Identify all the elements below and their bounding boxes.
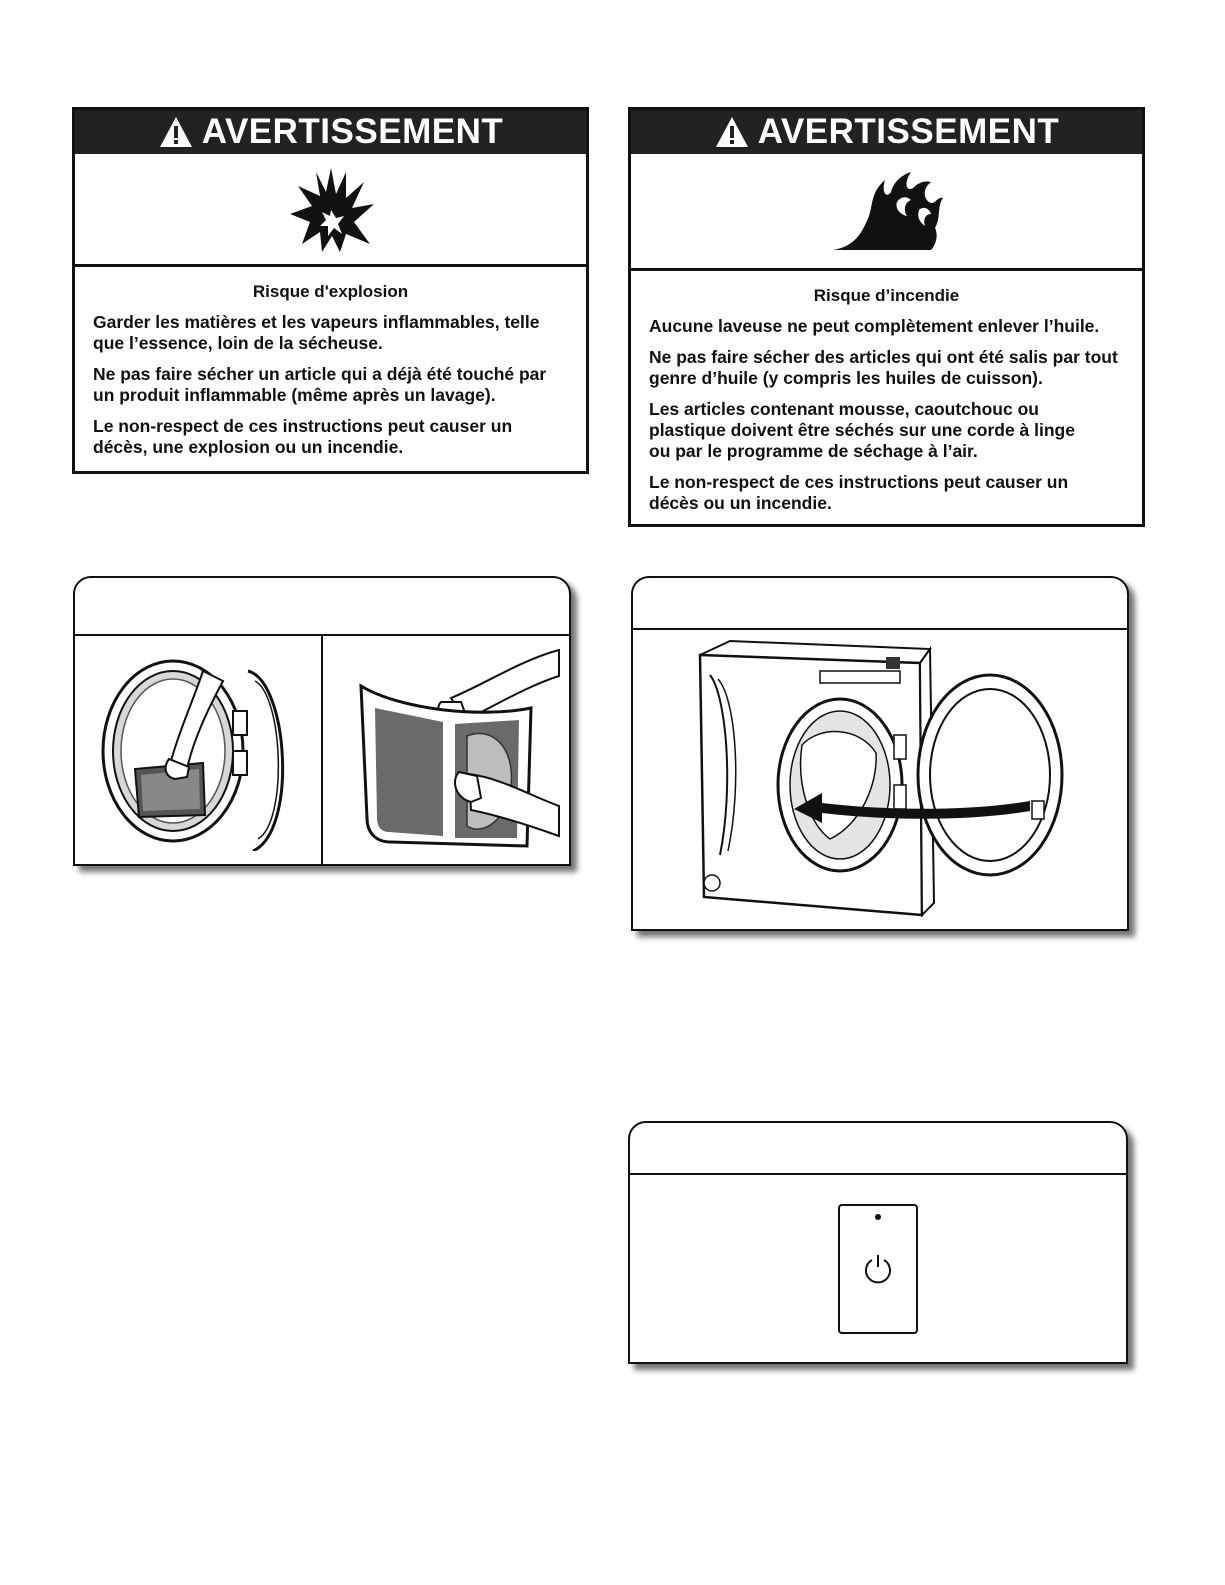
remove-lint-screen-panel <box>75 636 321 865</box>
card-header <box>630 1123 1126 1175</box>
warning-header <box>75 110 586 154</box>
warning-paragraph: Ne pas faire sécher un article qui a déjà été touché par un produit inflammable (même après un lavage). <box>93 364 547 405</box>
power-button[interactable] <box>838 1204 918 1334</box>
fire-icon <box>827 166 947 256</box>
fire-pictogram <box>631 154 1142 271</box>
warning-paragraph: Le non-respect de ces instructions peut causer un décès ou un incendie. <box>649 472 1069 513</box>
warning-header-label: AVERTISSEMENT <box>201 112 504 151</box>
power-button-card <box>628 1121 1128 1364</box>
clean-lint-screen-illustration <box>331 646 561 856</box>
warning-triangle-icon <box>714 115 750 149</box>
warning-paragraph: Aucune laveuse ne peut complètement enlever l’huile. <box>649 316 1100 336</box>
warning-title: Risque d'explosion <box>252 282 409 301</box>
warning-header-label: AVERTISSEMENT <box>757 112 1060 151</box>
warning-triangle-icon <box>158 115 194 149</box>
warning-paragraph: Ne pas faire sécher des articles qui ont été salis par tout genre d’huile (y compris les huiles de cuisson). <box>649 347 1118 388</box>
indicator-light <box>875 1214 881 1220</box>
warning-paragraph: Garder les matières et les vapeurs inflammables, telle que l’essence, loin de la sécheuse. <box>93 312 540 353</box>
lint-filter-card <box>73 576 571 866</box>
load-dryer-card <box>631 576 1129 931</box>
load-dryer-panel <box>633 630 1127 930</box>
warning-paragraph: Les articles contenant mousse, caoutchouc ou plastique doivent être séchés sur une corde à linge ou par le programme de séchage à l’air. <box>649 399 1075 461</box>
load-dryer-illustration <box>690 635 1070 925</box>
warning-fire <box>628 107 1145 527</box>
remove-lint-screen-illustration <box>83 651 313 851</box>
explosion-pictogram <box>75 154 586 267</box>
warning-title: Risque d’incendie <box>813 286 960 305</box>
warning-header <box>631 110 1142 154</box>
warning-explosion <box>72 107 589 474</box>
card-header <box>75 578 569 636</box>
power-icon <box>862 1252 894 1284</box>
power-button-panel <box>630 1175 1126 1363</box>
warning-body <box>631 271 1142 534</box>
warning-body <box>75 267 586 478</box>
card-header <box>633 578 1127 630</box>
clean-lint-screen-panel <box>321 636 569 865</box>
explosion-icon <box>286 164 376 254</box>
warning-paragraph: Le non-respect de ces instructions peut causer un décès, une explosion ou un incendie. <box>93 416 513 457</box>
